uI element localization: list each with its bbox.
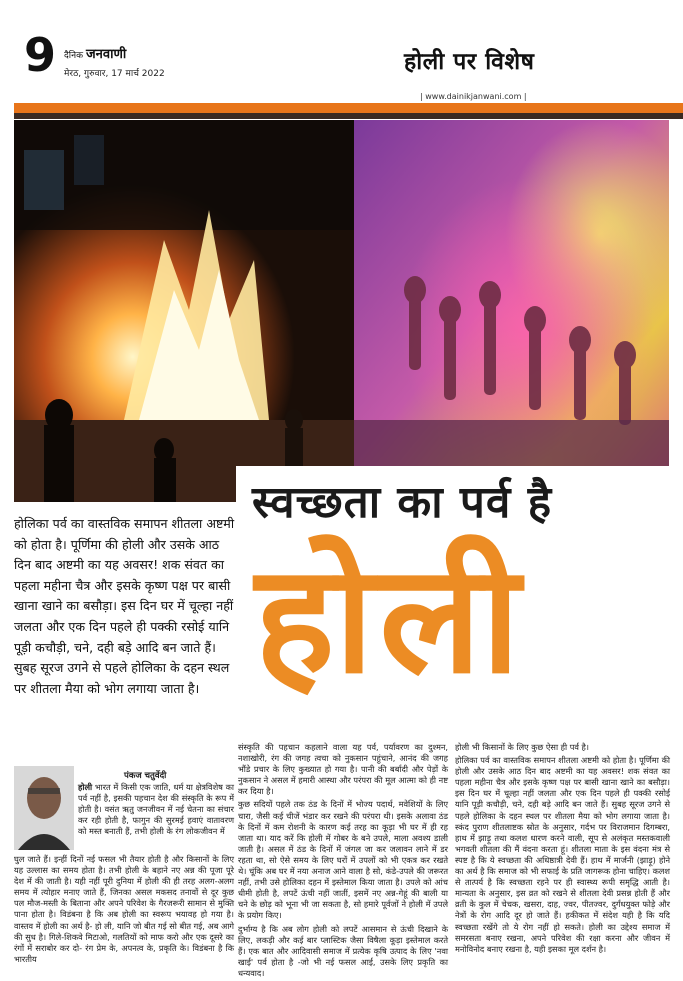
newspaper-prefix: दैनिक <box>64 51 84 61</box>
page-header <box>0 0 683 100</box>
newspaper-title: जनवाणी <box>86 47 127 62</box>
headline-subtitle: स्वच्छता का पर्व है <box>252 477 553 528</box>
page-number: 9 <box>24 28 57 82</box>
article-column-1 <box>78 782 234 839</box>
holi-photo <box>14 120 669 502</box>
edition-date: मेरठ, गुरुवार, 17 मार्च 2022 <box>64 69 165 79</box>
intro-paragraph: होलिका पर्व का वास्तविक समापन शीतला अष्टमी को होता है। पूर्णिमा की होली और उसके आठ दिन बाद अष्टमी का यह अवसर! शक संवत का पहला महीना चैत्र और इसके कृष्ण पक्ष पर बासी खाना खाने का बसौड़ा। इस दिन घर में चूल्हा नहीं जलता और एक दिन पहले ही पक्की रसोई यानि पूड़ी कचौड़ी, चने, दही बड़े आदि बन जाते हैं। सुबह सूरज उगने से पहले होलिका के दहन स्थल पर शीतला मैया को भोग लगाया जाता है। <box>14 516 235 696</box>
holi-photo-illustration <box>14 120 669 502</box>
author-avatar <box>14 766 74 850</box>
header-dark-strip <box>14 113 683 119</box>
author-name: पंकज चतुर्वेदी <box>124 771 167 781</box>
article-column-2-paragraph-1: संस्कृति की पहचान कहलाने वाला यह पर्व, पर्यावरण का दुश्मन, नशाखोरी, रंग की जगह त्वचा को नुकसान पहुंचाने, आनंद की जगह भौंडे प्रचार के लिए कुख्यात हो गया है। पानी की बर्बादी और पेड़ों के नुकसान ने असल में हमारी आस्था और परंपरा की मूल आत्मा को ही नष्ट कर दिया है। <box>238 742 448 797</box>
article-column-2-paragraph-2: कुछ सदियों पहले तक ठंड के दिनों में भोज्य पदार्थ, मवेशियों के लिए चारा, जैसी कई चीजें भंडार कर रखने की परंपरा थी। इसके अलावा ठंड के दिनों में कम रोशनी के कारण कई तरह का कूड़ा भी घर में ही रह जाता था। याद करें कि होली में गोबर के बने उपले, माला अवश्य डाली जाती है। असल में ठंड के दिनों में जंगल जा कर जलावन लाने में डर रहता था, सो ऐसे समय के लिए घरों में उपलों को भी एकत्र कर रखते थे। चूंकि अब घर में नया अनाज आने वाला है सो, कंडे-उपले की जरूरत नहीं, तभी उसे होलिका दहन में इस्तेमाल किया जाता है। उपले को आंच धीमी होती है, लपटें ऊंची नहीं जातीं, इसमें नए अन्न-गेहूं की बाली या चने के छोड़ को भूना भी जा सकता है, सो हमारे पूर्वजों ने होली में उपले के प्रयोग किए। <box>238 799 448 921</box>
section-title: होली पर विशेष <box>404 49 535 75</box>
article-column-3 <box>455 742 670 957</box>
headline-title: होली <box>255 533 527 707</box>
article-column-2-paragraph-3: दुर्भाग्य है कि अब लोग होली को लपटें आसमान से ऊंची दिखाने के लिए, लकड़ी और कई बार प्लास्टिक जैसा विषैला कूड़ा इस्तेमाल करते हैं। एक बात और आदिवासी समाज में प्रत्येक कृषि उत्पाद के लिए 'नवा खाई' पर्व होता है -जो भी नई फसल आई, उसके लिए प्रकृति का धन्यवाद। <box>238 923 448 978</box>
article-column-1-continued <box>14 854 234 967</box>
header-orange-bar <box>14 103 683 113</box>
article-column-3-paragraph-1: होली भी किसानों के लिए कुछ ऐसा ही पर्व है। <box>455 742 589 752</box>
article-column-1-text: भारत में किसी एक जाति, धर्म या क्षेत्रविशेष का पर्व नहीं है, इसकी पहचान देश की संस्कृति के रूप में होती है। वसंत ऋतु जनजीवन में नई चेतना का संचार कर रही होती है, फागुन की सुरमई हवाएं वातावरण को मस्त बनाती हैं, तभी होली के रंग लोकजीवन में <box>78 782 234 837</box>
article-column-1b-text: घुल जाते हैं। इन्हीं दिनों नई फसल भी तैयार होती है और किसानों के लिए यह उल्लास का समय होता है। तभी होली के बहाने नए अन्न की पूजा पूरे देश में की जाती है। यही नहीं पूरी दुनिया में होली की ही तरह अलग-अलग समय में त्योहार मनाए जाते हैं, जिनका असल मकसद तनावों से दूर कुछ पल मौज-मस्ती के बिताना और अपने परिवेश के गैरजरूरी सामान से मुक्ति पाना होता है। विडंबना है कि अब होली का स्वरूप भयावह हो गया है। वास्तव में होली का अर्थ है- हो ली, यानि जो बीत गई सो बीत गई, अब आगे की सुध है। गिले-शिकवे मिटाओ, गलतियों को माफ करो और एक दूसरे का रंगों में सराबोर कर दो- रंग प्रेम के, अपनत्व के, प्रकृति के। विडंबना है कि भारतीय <box>14 854 234 964</box>
author-avatar-illustration <box>14 766 74 850</box>
article-column-2 <box>238 742 448 981</box>
article-lead-word: होली <box>78 782 93 792</box>
newspaper-name <box>64 44 126 62</box>
website-url[interactable]: | www.dainikjanwani.com | <box>420 92 527 101</box>
article-column-3-paragraph-2: होलिका पर्व का वास्तविक समापन शीतला अष्टमी को होता है। पूर्णिमा की होली और उसके आठ दिन बाद अष्टमी का यह अवसर! शक संवत का पहला महीना चैत्र और इसके कृष्ण पक्ष पर बासी खाना खाने का बसौड़ा। इस दिन घर में चूल्हा नहीं जलता और एक दिन पहले ही पक्की रसोई यानि पूड़ी कचौड़ी, चने, दही बड़े आदि बन जाते हैं। सुबह सूरज उगने से पहले होलिका के दहन स्थल पर शीतला मैया को भोग लगाया जाता है। स्कंद पुराण शीतलाष्टक स्रोत के अनुसार, गर्दभ पर विराजमान दिगम्बरा, हाथ में झाड़ू तथा कलश धारण करने वाली, सूप से अलंकृत मस्तकवाली भगवती शीतला की मैं वंदना करता हूं। शीतला माता के इस वंदना मंत्र से स्पष्ट है कि ये स्वच्छता की अधिष्ठात्री देवी हैं। हाथ में मार्जनी (झाड़ू) होने का अर्थ है कि समाज को भी सफाई के प्रति जागरूक होना चाहिए। कलश से तात्पर्य है कि स्वच्छता रहने पर ही स्वास्थ्य रूपी समृद्धि आती है। मान्यता के अनुसार, इस व्रत को रखने से शीतला देवी प्रसन्न होती हैं और व्रती के कुल में चेचक, खसरा, दाह, ज्वर, पीतज्वर, दुर्गंधयुक्त फोड़े और नेत्रों के रोग आदि दूर हो जाते हैं। हकीकत में संदेश यही है कि यदि स्वच्छता रखेंगे तो ये रोग नहीं हो सकते। होली का उद्देश्य समाज में समरसता बनाए रखना, अपने परिवेश की रक्षा करना और जीवन में मनोविनोद बनाए रखना है, यही इसका मूल दर्शन है। <box>455 755 670 954</box>
